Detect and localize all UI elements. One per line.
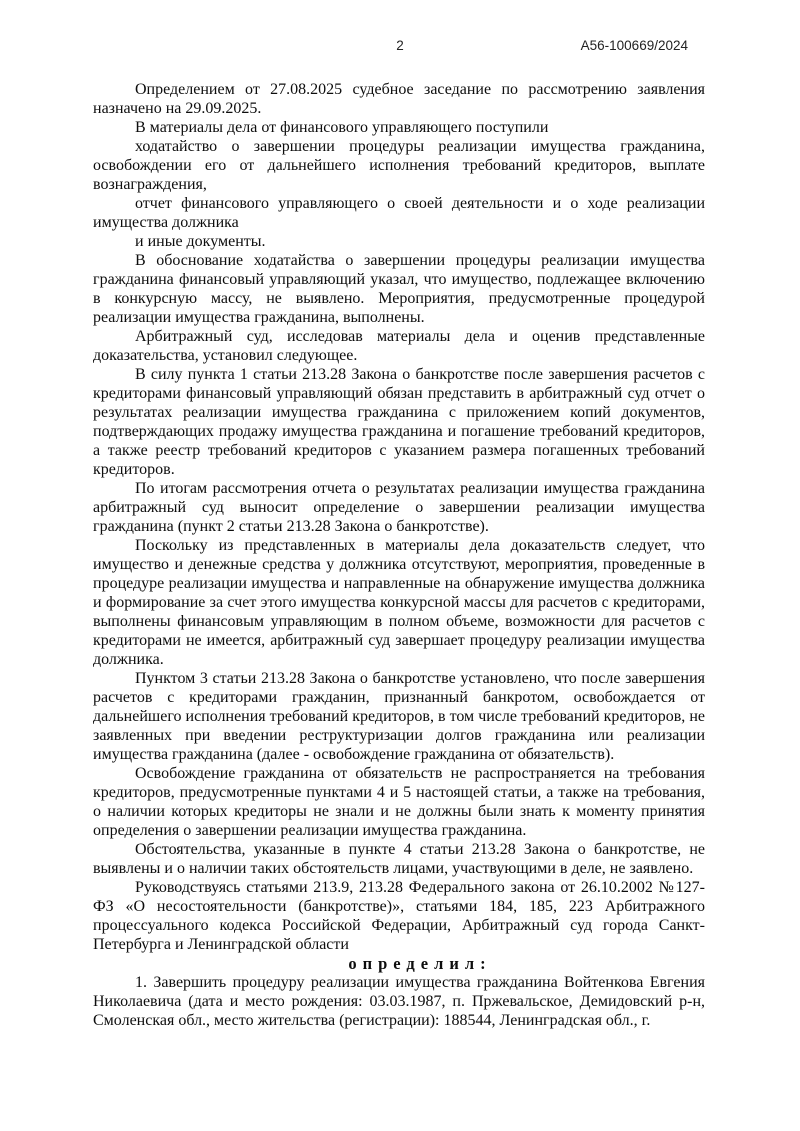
paragraph: Руководствуясь статьями 213.9, 213.28 Федерального закона от 26.10.2002 №127-ФЗ «О несостоятельности (банкротстве)», статьями 184, 185, 223 Арбитражного процессуального кодекса Российской Федерации, Арбитражный суд города Санкт-Петербурга и Ленинградской области — [93, 879, 705, 953]
paragraph: Поскольку из представленных в материалы дела доказательств следует, что имущество и денежные средства у должника отсутствуют, мероприятия, проведенные в процедуре реализации имущества и направленные на обнаружение имущества должника и формирование за счет этого имущества конкурсной массы для расчетов с кредиторами, выполнены финансовым управляющим в полном объеме, возможности для расчетов с кредиторами не имеется, арбитражный суд завершает процедуру реализации имущества должника. — [93, 537, 705, 668]
ruling-heading: определил: — [348, 954, 492, 973]
ruling-item: 1. Завершить процедуру реализации имущества гражданина Войтенкова Евгения Николаевича (дата и место рождения: 03.03.1987, п. Пржевальское, Демидовский р-н, Смоленская обл., место жительства (регистрации): 188544, Ленинградская обл., г. — [93, 974, 705, 1029]
paragraph: и иные документы. — [135, 233, 266, 250]
page-number: 2 — [396, 38, 404, 53]
paragraph: В силу пункта 1 статьи 213.28 Закона о банкротстве после завершения расчетов с кредиторами финансовый управляющий обязан представить в арбитражный суд отчет о результатах реализации имущества гражданина с приложением копий документов, подтверждающих продажу имущества гражданина и погашение требований кредиторов, а также реестр требований кредиторов с указанием размера погашенных требований кредиторов. — [93, 366, 705, 478]
paragraph: По итогам рассмотрения отчета о результатах реализации имущества гражданина арбитражный суд выносит определение о завершении реализации имущества гражданина (пункт 2 статьи 213.28 Закона о банкротстве). — [93, 480, 705, 535]
paragraph: Обстоятельства, указанные в пункте 4 статьи 213.28 Закона о банкротстве, не выявлены и о наличии таких обстоятельств лицами, участвующими в деле, не заявлено. — [93, 841, 705, 877]
paragraph: Арбитражный суд, исследовав материалы дела и оценив представленные доказательства, установил следующее. — [93, 328, 705, 364]
paragraph: Освобождение гражданина от обязательств не распространяется на требования кредиторов, предусмотренные пунктами 4 и 5 настоящей статьи, а также на требования, о наличии которых кредиторы не знали и не должны были знать к моменту принятия определения о завершении реализации имущества гражданина. — [93, 765, 705, 839]
paragraph: Пунктом 3 статьи 213.28 Закона о банкротстве установлено, что после завершения расчетов с кредиторами гражданин, признанный банкротом, освобождается от дальнейшего исполнения требований кредиторов, в том числе требований кредиторов, не заявленных при введении реструктуризации долгов гражданина или реализации имущества гражданина (далее - освобождение гражданина от обязательств). — [93, 670, 705, 763]
paragraph: В обоснование ходатайства о завершении процедуры реализации имущества гражданина финансовый управляющий указал, что имущество, подлежащее включению в конкурсную массу, не выявлено. Мероприятия, предусмотренные процедурой реализации имущества гражданина, выполнены. — [93, 252, 705, 326]
paragraph: ходатайство о завершении процедуры реализации имущества гражданина, освобождении его от дальнейшего исполнения требований кредиторов, выплате вознаграждения, — [93, 138, 705, 193]
document-body — [93, 80, 705, 1030]
paragraph: В материалы дела от финансового управляющего поступили — [135, 119, 549, 136]
paragraph: Определением от 27.08.2025 судебное заседание по рассмотрению заявления назначено на 29.09.2025. — [93, 81, 705, 117]
page-header — [0, 38, 800, 54]
paragraph: отчет финансового управляющего о своей деятельности и о ходе реализации имущества должника — [93, 195, 705, 231]
case-number: А56-100669/2024 — [580, 38, 688, 53]
